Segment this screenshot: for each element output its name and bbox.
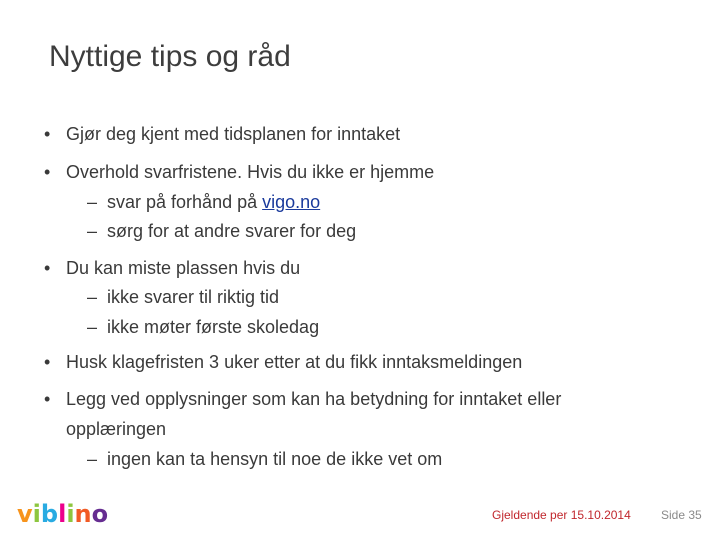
vilbo-logo: viblino bbox=[17, 500, 109, 528]
bullet-text: Legg ved opplysninger som kan ha betydning for inntaket eller bbox=[66, 389, 562, 409]
slide-title: Nyttige tips og råd bbox=[49, 40, 291, 73]
bullet-text: Du kan miste plassen hvis du bbox=[66, 258, 301, 278]
dash-marker: – bbox=[87, 192, 98, 212]
sub-item bbox=[87, 448, 442, 470]
sub-item bbox=[87, 286, 279, 308]
dash-marker: – bbox=[87, 449, 98, 469]
sub-item bbox=[87, 316, 319, 338]
sub-item bbox=[87, 191, 320, 213]
bullet-text: Overhold svarfristene. Hvis du ikke er hjemme bbox=[66, 162, 435, 182]
bullet-text-continuation: opplæringen bbox=[66, 419, 167, 439]
dash-marker: – bbox=[87, 287, 98, 307]
sub-item bbox=[87, 220, 356, 242]
bullet-marker: • bbox=[44, 389, 51, 409]
bullet-marker: • bbox=[44, 352, 51, 372]
dash-marker: – bbox=[87, 221, 98, 241]
vigo-link[interactable]: vigo.no bbox=[262, 192, 321, 212]
sub-item-text: svar på forhånd på bbox=[107, 192, 263, 212]
sub-item-text: sørg for at andre svarer for deg bbox=[107, 221, 357, 241]
sub-item-text: ikke svarer til riktig tid bbox=[107, 287, 280, 307]
bullet-text: Husk klagefristen 3 uker etter at du fikk inntaksmeldingen bbox=[66, 352, 523, 372]
bullet-marker: • bbox=[44, 258, 51, 278]
page-number: Side 35 bbox=[661, 508, 702, 522]
bullet-marker: • bbox=[44, 162, 51, 182]
dash-marker: – bbox=[87, 317, 98, 337]
bullet-marker: • bbox=[44, 124, 51, 144]
sub-item-text: ikke møter første skoledag bbox=[107, 317, 320, 337]
bullet-text: Gjør deg kjent med tidsplanen for inntaket bbox=[66, 124, 401, 144]
sub-item-text: ingen kan ta hensyn til noe de ikke vet om bbox=[107, 449, 443, 469]
footer-date: Gjeldende per 15.10.2014 bbox=[492, 508, 631, 522]
